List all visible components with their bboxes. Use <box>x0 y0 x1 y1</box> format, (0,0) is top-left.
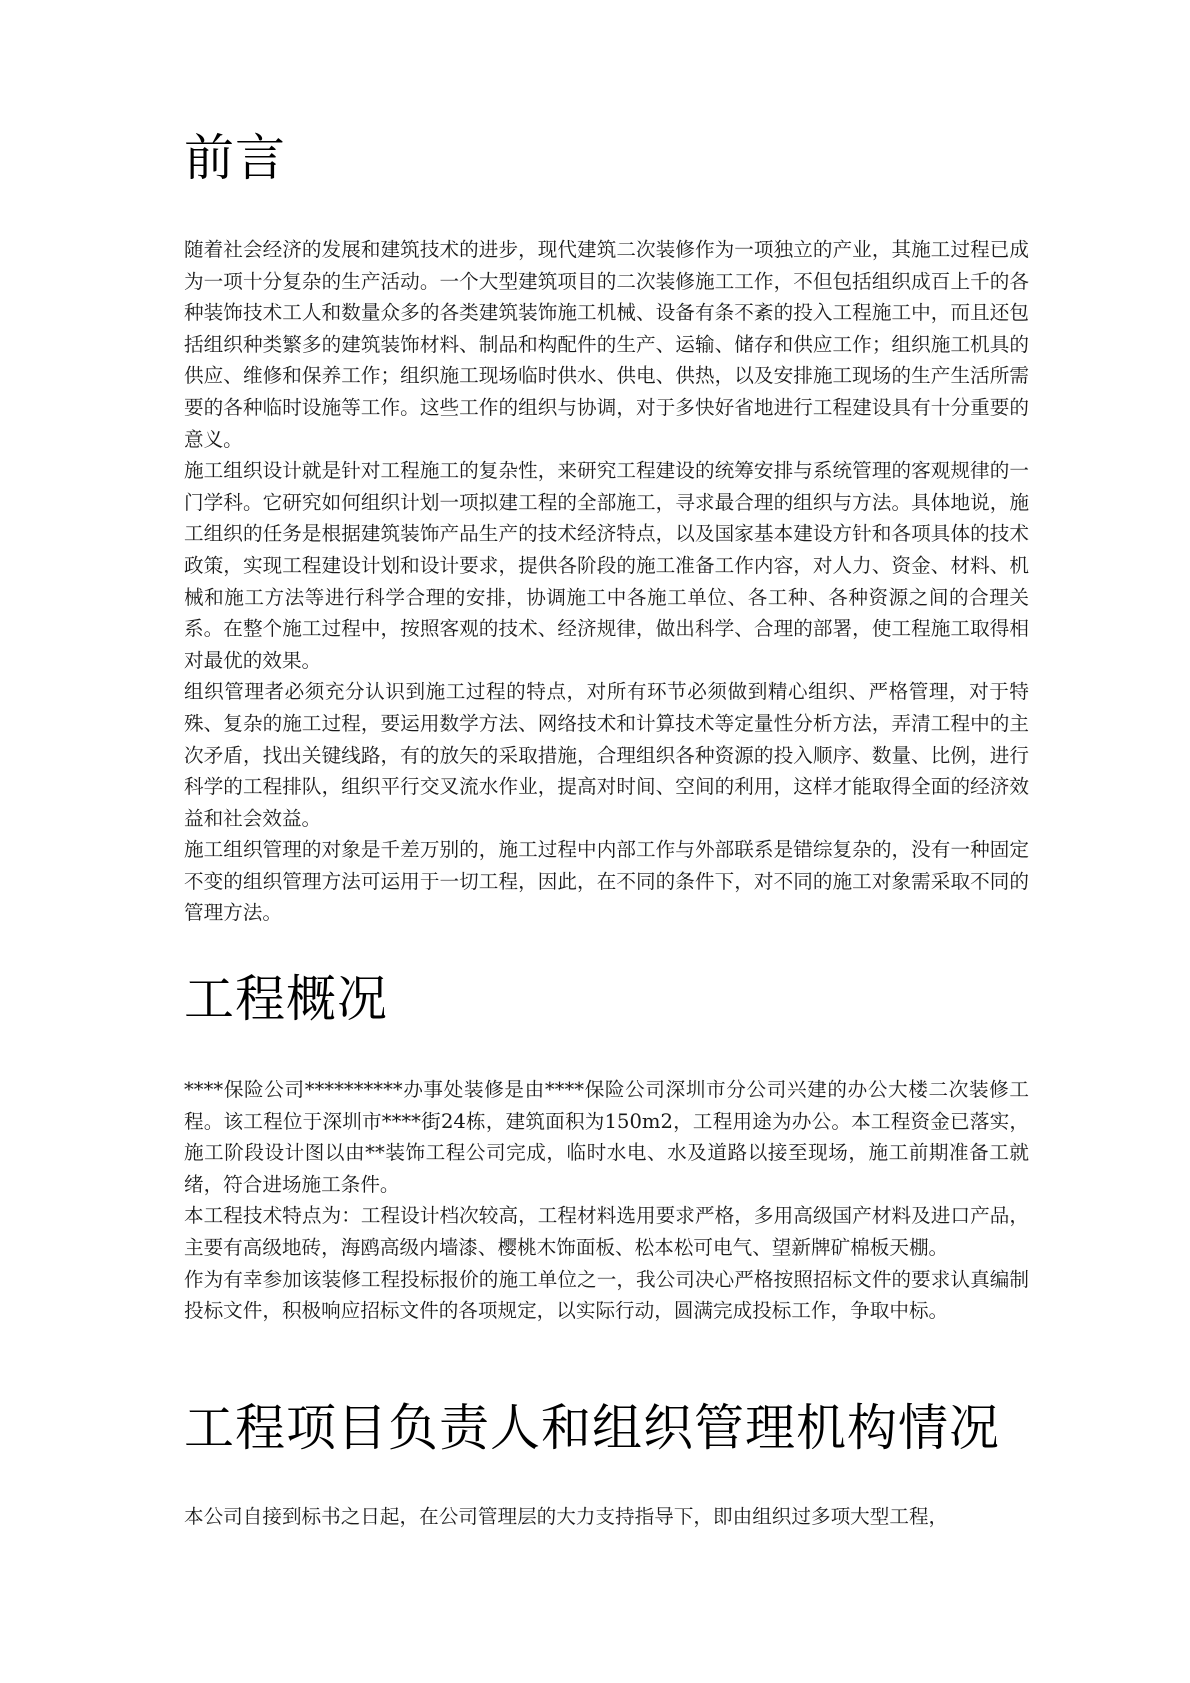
section-heading: 工程概况 <box>184 970 388 1028</box>
section-body <box>184 234 1029 929</box>
paragraph: 作为有幸参加该装修工程投标报价的施工单位之一，我公司决心严格按照招标文件的要求认真编制投标文件，积极响应招标文件的各项规定，以实际行动，圆满完成投标工作，争取中标。 <box>184 1267 1029 1323</box>
section-body <box>184 1074 1029 1327</box>
section-project-overview <box>184 968 1029 1327</box>
section-project-management <box>184 1397 1029 1533</box>
paragraph: 组织管理者必须充分认识到施工过程的特点，对所有环节必须做到精心组织、严格管理，对于特殊、复杂的施工过程，要运用数学方法、网络技术和计算技术等定量性分析方法，弄清工程中的主次矛盾，找出关键线路，有的放矢的采取措施，合理组织各种资源的投入顺序、数量、比例，进行科学的工程排队，组织平行交叉流水作业，提高对时间、空间的利用，这样才能取得全面的经济效益和社会效益。 <box>184 680 1029 830</box>
section-heading: 前言 <box>184 129 286 187</box>
paragraph: 随着社会经济的发展和建筑技术的进步，现代建筑二次装修作为一项独立的产业，其施工过程已成为一项十分复杂的生产活动。一个大型建筑项目的二次装修施工工作，不但包括组织成百上千的各种装饰技术工人和数量众多的各类建筑装饰施工机械、设备有条不紊的投入工程施工中，而且还包括组织种类繁多的建筑装饰材料、制品和构配件的生产、运输、储存和供应工作；组织施工机具的供应、维修和保养工作；组织施工现场临时供水、供电、供热，以及安排施工现场的生产生活所需要的各种临时设施等工作。这些工作的组织与协调，对于多快好省地进行工程建设具有十分重要的意义。 <box>184 238 1029 451</box>
paragraph: 本工程技术特点为：工程设计档次较高，工程材料选用要求严格，多用高级国产材料及进口产品，主要有高级地砖，海鸥高级内墙漆、樱桃木饰面板、松本松可电气、望新牌矿棉板天棚。 <box>184 1204 1029 1259</box>
paragraph: 施工组织管理的对象是千差万别的，施工过程中内部工作与外部联系是错综复杂的，没有一种固定不变的组织管理方法可运用于一切工程，因此，在不同的条件下，对不同的施工对象需采取不同的管理方法。 <box>184 838 1029 925</box>
paragraph: 施工组织设计就是针对工程施工的复杂性，来研究工程建设的统筹安排与系统管理的客观规律的一门学科。它研究如何组织计划一项拟建工程的全部施工，寻求最合理的组织与方法。具体地说，施工组织的任务是根据建筑装饰产品生产的技术经济特点，以及国家基本建设方针和各项具体的技术政策，实现工程建设计划和设计要求，提供各阶段的施工准备工作内容，对人力、资金、材料、机械和施工方法等进行科学合理的安排，协调施工中各施工单位、各工种、各种资源之间的合理关系。在整个施工过程中，按照客观的技术、经济规律，做出科学、合理的部署，使工程施工取得相对最优的效果。 <box>184 459 1029 672</box>
section-body <box>184 1501 1029 1533</box>
paragraph: 本公司自接到标书之日起，在公司管理层的大力支持指导下，即由组织过多项大型工程， <box>184 1505 949 1528</box>
section-preface <box>184 127 1029 929</box>
paragraph: ****保险公司**********办事处装修是由****保险公司深圳市分公司兴建的办公大楼二次装修工程。该工程位于深圳市****街24栋，建筑面积为150m2，工程用途为办公。本工程资金已落实，施工阶段设计图以由**装饰工程公司完成，临时水电、水及道路以接至现场，施工前期准备工就绪，符合进场施工条件。 <box>184 1078 1029 1196</box>
section-heading: 工程项目负责人和组织管理机构情况 <box>184 1399 1000 1457</box>
